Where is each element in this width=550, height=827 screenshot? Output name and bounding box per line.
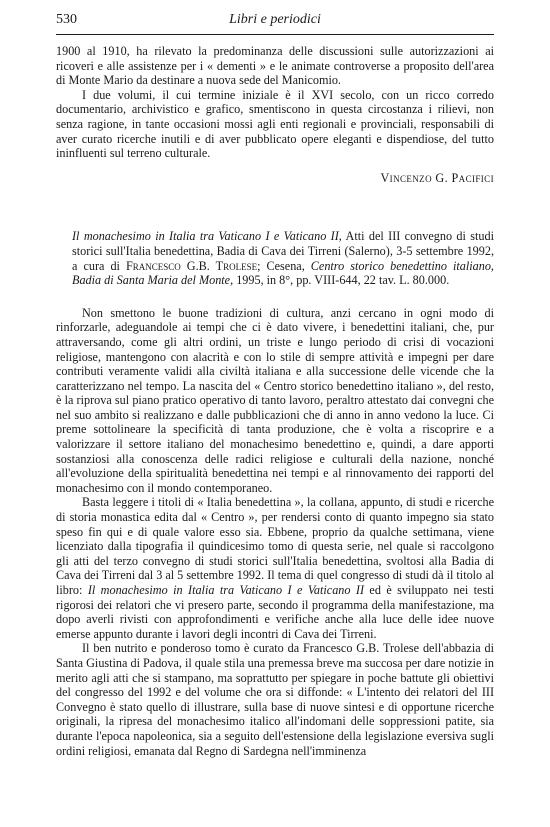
- p4-part-2: ed è sviluppato nei testi rigorosi dei relatori che vi presero parte, secondo il programma della manifestazione, ma dopo averli rivisti con approfondimenti e verifiche anche alla luce delle idee nuove emerse appunto durante i lavori degli incontri di Cava dei Tirreni.: [56, 583, 494, 641]
- section-separator: [56, 185, 494, 229]
- p4-book-title: Il monachesimo in Italia tra Vaticano I e Vaticano II: [87, 583, 365, 597]
- bibliographic-entry: [56, 229, 494, 287]
- entry-editor: Francesco G.B. Trolese: [125, 258, 258, 273]
- entry-part-2: ; Cesena,: [257, 258, 311, 273]
- paragraph-2: I due volumi, il cui termine iniziale è il XVI secolo, con un ricco corredo documentario, archivistico e grafico, smentiscono in questa circostanza i rilievi, non senza ragione, in tante occasioni mossi agli enti regionali e provinciali, responsabili di aver curato ricerche inutili e di aver pubblicato opere eleganti e dispendiose, del tutto ininfluenti sul terreno culturale.: [56, 87, 494, 161]
- page-body: [56, 44, 494, 758]
- author-signature: Vincenzo G. Pacifici: [380, 170, 494, 185]
- entry-title: Il monachesimo in Italia tra Vaticano I e Vaticano II,: [72, 229, 342, 244]
- paragraph-3: Non smettono le buone tradizioni di cultura, anzi cercano in ogni modo di rinforzarle, adeguandole ai tempi che ci è dato vivere, i benedettini italiani, che, pur attraversando, come gli altri ordini, un triste e lungo periodo di crisi di vocazioni religiose, mantengono con alacrità e con lo stile di sempre attività e impegni per dare contributi veramente validi alla civiltà italiana e alla successione delle vicende che la caratterizzano nel tempo. La nascita del « Centro storico benedettino italiano », del resto, è la riprova sul piano pratico operativo di tanto lavoro, peraltro attestato dai convegni che nel suo ambito si realizzano e dalle pubblicazioni che di anno in anno vedono la luce. Ci preme sottolineare la specificità di tanta produzione, che è volta a riscoprire e a valorizzare il settore italiano del monachesimo benedettino e, quindi, a dare apporti sostanziosi alla conoscenza delle radici religiose e culturali della nazione, nonché all'evoluzione della spiritualità benedettina nei tempi e al rinnovamento dei rapporti del monachesimo con il mondo contemporaneo.: [56, 305, 494, 495]
- entry-part-3: 1995, in 8°, pp. VIII-644, 22 tav. L. 80.000.: [233, 273, 450, 288]
- running-head: Libri e periodici: [229, 12, 321, 27]
- p4-part-1: Basta leggere i titoli di « Italia benedettina », la collana, appunto, di studi e ricerche di storia monastica edita dal « Centro », per rendersi conto di quanto impegno sia stato speso fin qui e di quale valore esso sia. Ebbene, proprio da qualche settimana, viene licenziato dalla tipografia il quindicesimo tomo di questa serie, nel quale si raccolgono gli atti del terzo convegno di studi storici sull'Italia benedettina, svoltosi alla Badia di Cava dei Tirreni dal 3 al 5 settembre 1992. Il tema di quel congresso di studi dà il titolo al libro:: [56, 495, 494, 597]
- page-header: [56, 12, 494, 35]
- spacer: [56, 288, 494, 306]
- paragraph-4: [56, 495, 494, 641]
- entry-publisher: Centro storico benedettino italiano, Badia di Santa Maria del Monte,: [72, 258, 494, 288]
- paragraph-1: 1900 al 1910, ha rilevato la predominanza delle discussioni sulle autorizzazioni ai ricoveri e alle assistenze per i « dementi » e le animate controverse a proposito dell'area di Monte Mario da destinare a nuova sede del Manicomio.: [56, 44, 494, 88]
- entry-part-1: Atti del III convegno di studi storici sull'Italia benedettina, Badia di Cava dei Tirreni (Salerno), 3-5 settembre 1992, a cura di: [72, 229, 494, 273]
- page-number: 530: [56, 12, 77, 27]
- paragraph-5: Il ben nutrito e ponderoso tomo è curato da Francesco G.B. Trolese dell'abbazia di Santa Giustina di Padova, il quale stila una premessa breve ma succosa per dare notizie in merito agli atti che si stampano, ma soprattutto per spiegare in poche battute gli obiettivi del congresso del 1992 e del volume che ora si diffonde: « L'intento dei relatori del III Convegno è stato quello di illustrare, sulla base di nuove sintesi e di opportune ricerche originali, la ripresa del monachesimo italico all'indomani delle soppressioni patite, sia durante l'epoca napoleonica, sia a seguito dell'estensione della legislazione eversiva sugli ordini religiosi, emanata dal Regno di Sardegna nell'imminenza: [56, 641, 494, 758]
